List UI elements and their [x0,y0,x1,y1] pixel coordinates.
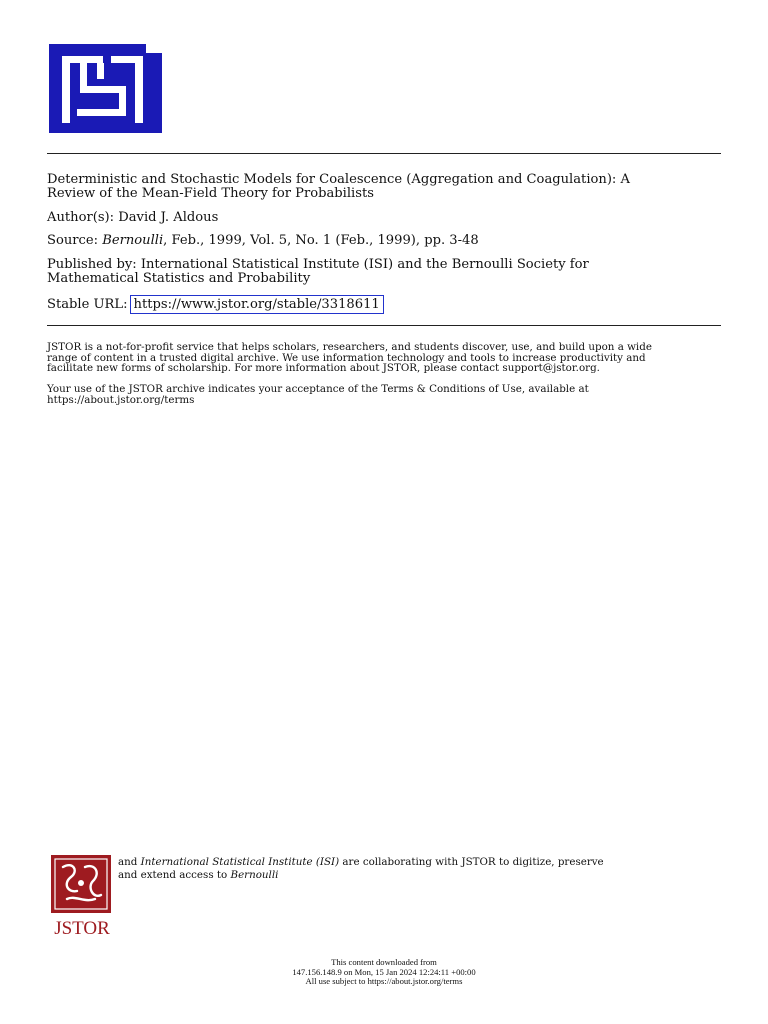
notice-line3: facilitate new forms of scholarship. For more information about JSTOR, please contact support@jstor.org. [47,362,600,374]
published-label: Published by: [47,257,137,272]
stable-url-label: Stable URL: [47,297,128,312]
footer-line1: This content downloaded from [331,957,437,967]
publisher-line1: International Statistical Institute (ISI) and the Bernoulli Society for [140,257,589,272]
publisher-line2: Mathematical Statistics and Probability [47,271,311,286]
middle-divider [47,325,721,326]
source-label: Source: [47,233,99,248]
collaboration-notice [118,856,718,881]
source-journal: Bernoulli [102,233,164,248]
source-line [47,234,721,248]
isi-logo-icon [49,44,162,133]
jstor-notice [47,342,727,374]
notice-line1: JSTOR is a not-for-profit service that helps scholars, researchers, and students discover, use, and build upon a wide [47,341,652,353]
author-label: Author(s): [47,210,115,225]
stable-url-link[interactable]: https://www.jstor.org/stable/3318611 [130,295,384,314]
collab-partner: International Statistical Institute (ISI) [140,856,340,868]
stable-url-line [47,298,721,312]
collab-line1-rest: are collaborating with JSTOR to digitize, preserve [342,856,604,868]
terms-line2[interactable]: https://about.jstor.org/terms [47,393,195,406]
article-title [47,173,721,201]
notice-line2: range of content in a trusted digital archive. We use information technology and tools to increase productivity and [47,351,646,364]
terms-notice [47,384,727,405]
jstor-logo-icon [49,855,115,937]
collab-and: and [118,856,138,868]
author-name: David J. Aldous [118,210,219,225]
download-footer [0,958,768,987]
jstor-logo-text: JSTOR [54,918,110,937]
author-line [47,211,721,225]
footer-line2: 147.156.148.9 on Mon, 15 Jan 2024 12:24:11 +00:00 [292,966,476,977]
published-line [47,258,721,286]
collab-line2-prefix: and extend access to [118,868,228,881]
footer-line3: All use subject to https://about.jstor.org/terms [305,976,463,987]
collab-journal: Bernoulli [230,868,279,881]
article-title-line2: Review of the Mean-Field Theory for Probabilists [47,186,374,201]
article-title-line1: Deterministic and Stochastic Models for Coalescence (Aggregation and Coagulation): A [47,172,630,187]
source-details: , Feb., 1999, Vol. 5, No. 1 (Feb., 1999), pp. 3-48 [163,233,479,248]
terms-line1: Your use of the JSTOR archive indicates your acceptance of the Terms & Conditions of Use, available at [47,383,589,395]
top-divider [47,153,721,154]
